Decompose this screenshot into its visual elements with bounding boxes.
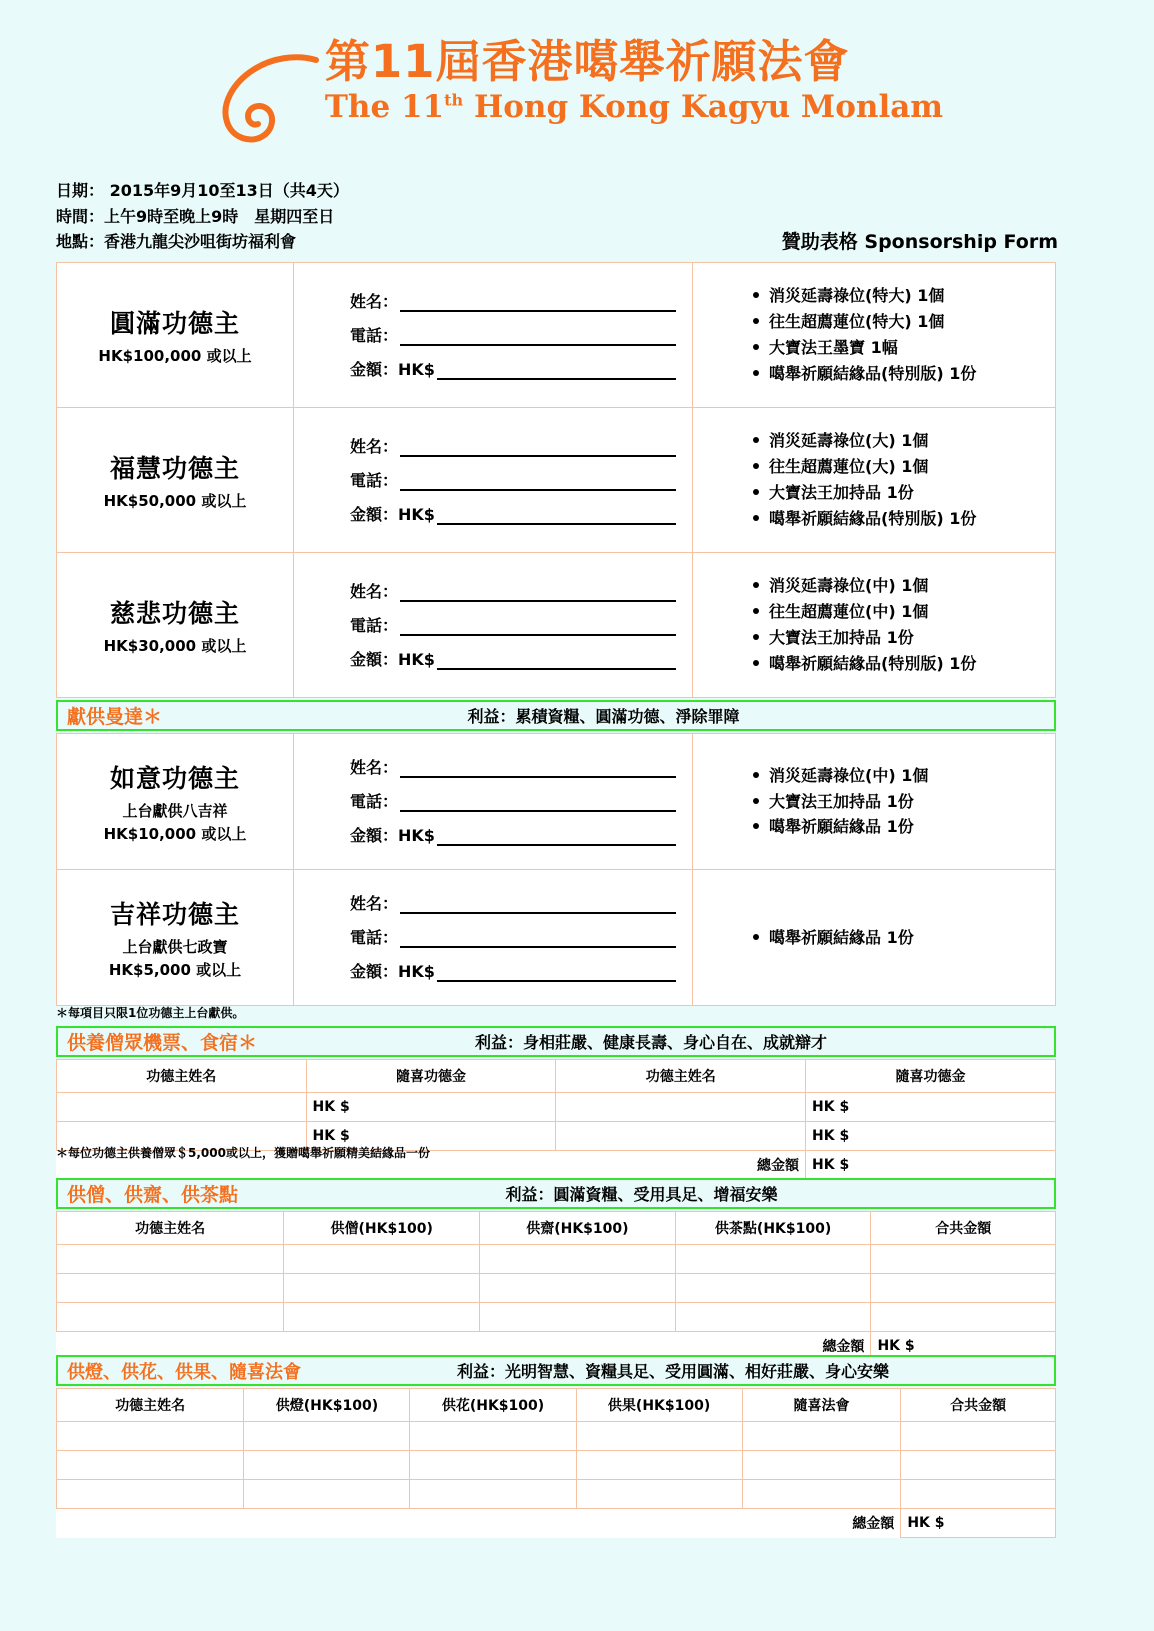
table-cell[interactable] <box>57 1274 284 1303</box>
tier-name: 如意功德主 <box>109 764 240 793</box>
table-cell[interactable] <box>284 1245 480 1274</box>
table-cell[interactable] <box>410 1422 576 1451</box>
phone-field-label: 電話： <box>350 615 399 635</box>
event-venue: 地點：香港九龍尖沙咀街坊福利會 <box>56 232 297 252</box>
tier-fields-cell <box>294 734 693 870</box>
name-field[interactable] <box>350 579 676 602</box>
tier-amount: HK$5,000 或以上 <box>108 961 242 979</box>
name-field-label: 姓名： <box>350 758 399 777</box>
banner-offerings-benefit: 利益：圓滿資糧、受用具足、增福安樂 <box>505 1185 778 1204</box>
table-cell[interactable] <box>244 1480 410 1509</box>
banner-sangha-benefit: 利益：身相莊嚴、健康長壽、身心自在、成就辯才 <box>475 1033 828 1052</box>
table-cell[interactable]: HK $ <box>806 1122 1056 1151</box>
benefit-item: 大寶法王加持品 1份 <box>753 789 1045 815</box>
table-cell[interactable] <box>57 1480 244 1509</box>
phone-field[interactable] <box>350 789 676 812</box>
swirl-ornament-icon <box>211 52 321 147</box>
title-block <box>324 35 944 125</box>
table-row <box>57 1274 1056 1303</box>
table-header-row <box>57 1212 1056 1245</box>
phone-field[interactable] <box>350 613 676 636</box>
table-cell[interactable] <box>244 1422 410 1451</box>
table-cell[interactable] <box>410 1451 576 1480</box>
phone-field-label: 電話： <box>350 792 399 811</box>
benefit-item: 噶舉祈願結緣品(特別版) 1份 <box>753 361 1045 387</box>
name-field-label: 姓名： <box>350 436 399 456</box>
phone-field-input[interactable] <box>400 795 676 812</box>
column-header: 功德主姓名 <box>57 1389 244 1422</box>
benefit-item: 噶舉祈願結緣品(特別版) 1份 <box>753 506 1045 532</box>
name-field-input[interactable] <box>400 585 676 602</box>
tier-row <box>57 553 1056 698</box>
banner-sangha-offering <box>56 1026 1056 1057</box>
table-cell[interactable] <box>871 1245 1056 1274</box>
table-row <box>57 1093 1056 1122</box>
name-field[interactable] <box>350 755 676 778</box>
tier-info-cell <box>57 263 294 408</box>
title-en-rest: Hong Kong Kagyu Monlam <box>463 88 944 125</box>
event-time: 時間：上午9時至晚上9時 星期四至日 <box>56 206 335 226</box>
column-header: 隨喜法會 <box>742 1389 901 1422</box>
page-header <box>0 0 1154 147</box>
event-info <box>56 178 349 255</box>
banner-lamps-title: 供燈、供花、供果、隨喜法會 <box>67 1361 301 1383</box>
table-cell[interactable] <box>57 1451 244 1480</box>
tier-info-cell <box>57 408 294 553</box>
table-cell[interactable] <box>901 1480 1056 1509</box>
table-cell[interactable]: HK $ <box>806 1093 1056 1122</box>
total-label: 總金額 <box>852 1516 895 1533</box>
banner-mandala-benefit: 利益：累積資糧、圓滿功德、淨除罪障 <box>467 707 740 726</box>
total-label: 總金額 <box>757 1158 800 1175</box>
amount-field-input[interactable] <box>437 363 676 380</box>
benefit-item: 往生超薦蓮位(大) 1個 <box>753 454 1045 480</box>
benefit-item: 消災延壽祿位(大) 1個 <box>753 428 1045 454</box>
tier-subtitle: HK$50,000 或以上 <box>103 492 247 510</box>
banner-sangha-title: 供養僧眾機票、食宿＊ <box>67 1032 258 1054</box>
column-header: 供僧(HK$100) <box>284 1212 480 1245</box>
total-value[interactable]: HK $ <box>871 1332 1056 1361</box>
column-header: 供花(HK$100) <box>410 1389 576 1422</box>
event-date: 日期： 2015年9月10至13日（共4天） <box>56 181 349 200</box>
name-field[interactable] <box>350 891 676 914</box>
amount-field-input[interactable] <box>437 508 676 525</box>
name-field[interactable] <box>350 289 676 312</box>
name-field-label: 姓名： <box>350 291 399 311</box>
tier-subtitle: HK$30,000 或以上 <box>103 637 247 655</box>
table-cell[interactable] <box>871 1303 1056 1332</box>
table-cell[interactable] <box>675 1245 871 1274</box>
column-header: 功德主姓名 <box>57 1060 307 1093</box>
name-field-label: 姓名： <box>350 581 399 601</box>
name-field-input[interactable] <box>400 440 676 457</box>
table-cell[interactable] <box>480 1303 676 1332</box>
benefit-item: 消災延壽祿位(中) 1個 <box>753 763 1045 789</box>
total-row <box>57 1509 1056 1538</box>
tier-name: 福慧功德主 <box>109 454 240 483</box>
tier-name: 慈悲功德主 <box>109 599 240 628</box>
table-row <box>57 1303 1056 1332</box>
column-header: 合共金額 <box>901 1389 1056 1422</box>
table-row <box>57 1480 1056 1509</box>
tier-fields-cell <box>294 870 693 1006</box>
column-header: 供果(HK$100) <box>576 1389 742 1422</box>
tier-benefits-cell <box>693 870 1056 1006</box>
amount-field[interactable] <box>350 502 676 525</box>
table-cell[interactable] <box>480 1245 676 1274</box>
tier-row <box>57 734 1056 870</box>
tier-row <box>57 870 1056 1006</box>
banner-offerings <box>56 1178 1056 1209</box>
column-header: 功德主姓名 <box>556 1060 806 1093</box>
phone-field[interactable] <box>350 323 676 346</box>
benefit-item: 大寶法王加持品 1份 <box>753 625 1045 651</box>
table-cell[interactable] <box>871 1274 1056 1303</box>
table-header-row <box>57 1060 1056 1093</box>
banner-lamps-benefit: 利益：光明智慧、資糧具足、受用圓滿、相好莊嚴、身心安樂 <box>456 1362 889 1381</box>
note-mandala: ＊每項目只限1位功德主上台獻供。 <box>56 1006 245 1020</box>
table-cell[interactable] <box>57 1303 284 1332</box>
table-cell[interactable] <box>576 1422 742 1451</box>
name-field-input[interactable] <box>400 897 676 914</box>
total-label: 總金額 <box>822 1339 865 1356</box>
name-field[interactable] <box>350 434 676 457</box>
tier-benefits-cell <box>693 553 1056 698</box>
benefit-item: 噶舉祈願結緣品 1份 <box>753 925 1045 951</box>
tier-row <box>57 263 1056 408</box>
phone-field-label: 電話： <box>350 470 399 490</box>
amount-field-input[interactable] <box>437 829 676 846</box>
table-cell[interactable] <box>480 1274 676 1303</box>
table-cell[interactable] <box>556 1122 806 1151</box>
sponsorship-form-label: 贊助表格 Sponsorship Form <box>781 231 1058 253</box>
table-cell[interactable] <box>742 1422 901 1451</box>
table-cell[interactable]: HK $ <box>306 1093 556 1122</box>
phone-field-label: 電話： <box>350 325 399 345</box>
title-english <box>325 90 943 126</box>
phone-field-input[interactable] <box>400 329 676 346</box>
total-value[interactable]: HK $ <box>901 1509 1056 1538</box>
phone-field-label: 電話： <box>350 928 399 947</box>
table-row <box>57 1245 1056 1274</box>
table-cell[interactable] <box>675 1274 871 1303</box>
total-value[interactable]: HK $ <box>806 1151 1056 1180</box>
column-header: 供燈(HK$100) <box>244 1389 410 1422</box>
amount-field-label: 金額：HK$ <box>350 826 435 845</box>
phone-field-input[interactable] <box>400 474 676 491</box>
column-header: 功德主姓名 <box>57 1212 284 1245</box>
tier-benefits-cell <box>693 263 1056 408</box>
tier-table-top <box>56 262 1056 698</box>
banner-mandala-offering <box>56 700 1056 731</box>
amount-field-label: 金額：HK$ <box>350 962 435 981</box>
amount-field-input[interactable] <box>437 965 676 982</box>
table-cell[interactable] <box>742 1480 901 1509</box>
tier-amount: HK$10,000 或以上 <box>103 825 247 843</box>
tier-benefits-cell <box>693 408 1056 553</box>
table-lamps[interactable] <box>56 1388 1056 1538</box>
tier-name: 吉祥功德主 <box>109 900 240 929</box>
tier-subtitle: 上台獻供七政寶 <box>122 938 228 956</box>
benefit-item: 往生超薦蓮位(中) 1個 <box>753 599 1045 625</box>
table-cell[interactable] <box>901 1451 1056 1480</box>
tier-fields-cell <box>294 408 693 553</box>
table-cell[interactable] <box>57 1093 307 1122</box>
table-row <box>57 1451 1056 1480</box>
benefit-item: 大寶法王墨寶 1幅 <box>753 335 1045 361</box>
tier-info-cell <box>57 734 294 870</box>
amount-field-label: 金額：HK$ <box>350 649 435 669</box>
tier-info-cell <box>57 553 294 698</box>
tier-fields-cell <box>294 553 693 698</box>
table-cell[interactable] <box>57 1422 244 1451</box>
column-header: 隨喜功德金 <box>306 1060 556 1093</box>
table-cell[interactable] <box>410 1480 576 1509</box>
amount-field-label: 金額：HK$ <box>350 359 435 379</box>
tier-name: 圓滿功德主 <box>109 309 240 338</box>
table-cell[interactable] <box>576 1451 742 1480</box>
amount-field-input[interactable] <box>437 653 676 670</box>
table-cell[interactable] <box>576 1480 742 1509</box>
banner-offerings-title: 供僧、供齋、供茶點 <box>67 1184 239 1206</box>
benefit-item: 噶舉祈願結緣品(特別版) 1份 <box>753 651 1045 677</box>
name-field-input[interactable] <box>400 295 676 312</box>
table-cell[interactable] <box>675 1303 871 1332</box>
amount-field[interactable] <box>350 357 676 380</box>
table-cell[interactable] <box>901 1422 1056 1451</box>
benefit-item: 往生超薦蓮位(特大) 1個 <box>753 309 1045 335</box>
phone-field-input[interactable] <box>400 619 676 636</box>
table-header-row <box>57 1389 1056 1422</box>
banner-lamps <box>56 1355 1056 1386</box>
tier-benefits-cell <box>693 734 1056 870</box>
table-cell[interactable] <box>742 1451 901 1480</box>
amount-field[interactable] <box>350 959 676 982</box>
title-en-prefix: The 11 <box>324 88 445 125</box>
benefit-item: 消災延壽祿位(中) 1個 <box>753 573 1045 599</box>
title-en-ordinal: th <box>444 90 464 110</box>
benefit-item: 大寶法王加持品 1份 <box>753 480 1045 506</box>
phone-field[interactable] <box>350 925 676 948</box>
note-sangha: ＊每位功德主供養僧眾＄5,000或以上，獲贈噶舉祈願精美結緣品一份 <box>56 1146 430 1160</box>
benefit-item: 噶舉祈願結緣品 1份 <box>753 814 1045 840</box>
table-sangha[interactable] <box>56 1059 1056 1180</box>
column-header: 供茶點(HK$100) <box>675 1212 871 1245</box>
table-cell[interactable]: HK $ <box>306 1122 556 1151</box>
tier-subtitle: 上台獻供八吉祥 <box>122 802 228 820</box>
column-header: 供齋(HK$100) <box>480 1212 676 1245</box>
tier-row <box>57 408 1056 553</box>
tier-fields-cell <box>294 263 693 408</box>
table-cell[interactable] <box>244 1451 410 1480</box>
banner-mandala-title: 獻供曼達＊ <box>67 706 163 728</box>
table-cell[interactable] <box>556 1093 806 1122</box>
table-cell[interactable] <box>284 1274 480 1303</box>
phone-field-input[interactable] <box>400 931 676 948</box>
table-row <box>57 1422 1056 1451</box>
amount-field[interactable] <box>350 647 676 670</box>
column-header: 合共金額 <box>871 1212 1056 1245</box>
tier-subtitle: HK$100,000 或以上 <box>98 347 252 365</box>
benefit-item: 消災延壽祿位(特大) 1個 <box>753 283 1045 309</box>
name-field-label: 姓名： <box>350 894 399 913</box>
tier-table-bottom <box>56 733 1056 1006</box>
column-header: 隨喜功德金 <box>806 1060 1056 1093</box>
name-field-input[interactable] <box>400 761 676 778</box>
title-chinese: 第11屆香港噶舉祈願法會 <box>324 35 850 88</box>
phone-field[interactable] <box>350 468 676 491</box>
tier-info-cell <box>57 870 294 1006</box>
amount-field[interactable] <box>350 823 676 846</box>
amount-field-label: 金額：HK$ <box>350 504 435 524</box>
table-cell[interactable] <box>57 1245 284 1274</box>
table-cell[interactable] <box>284 1303 480 1332</box>
table-offerings[interactable] <box>56 1211 1056 1361</box>
